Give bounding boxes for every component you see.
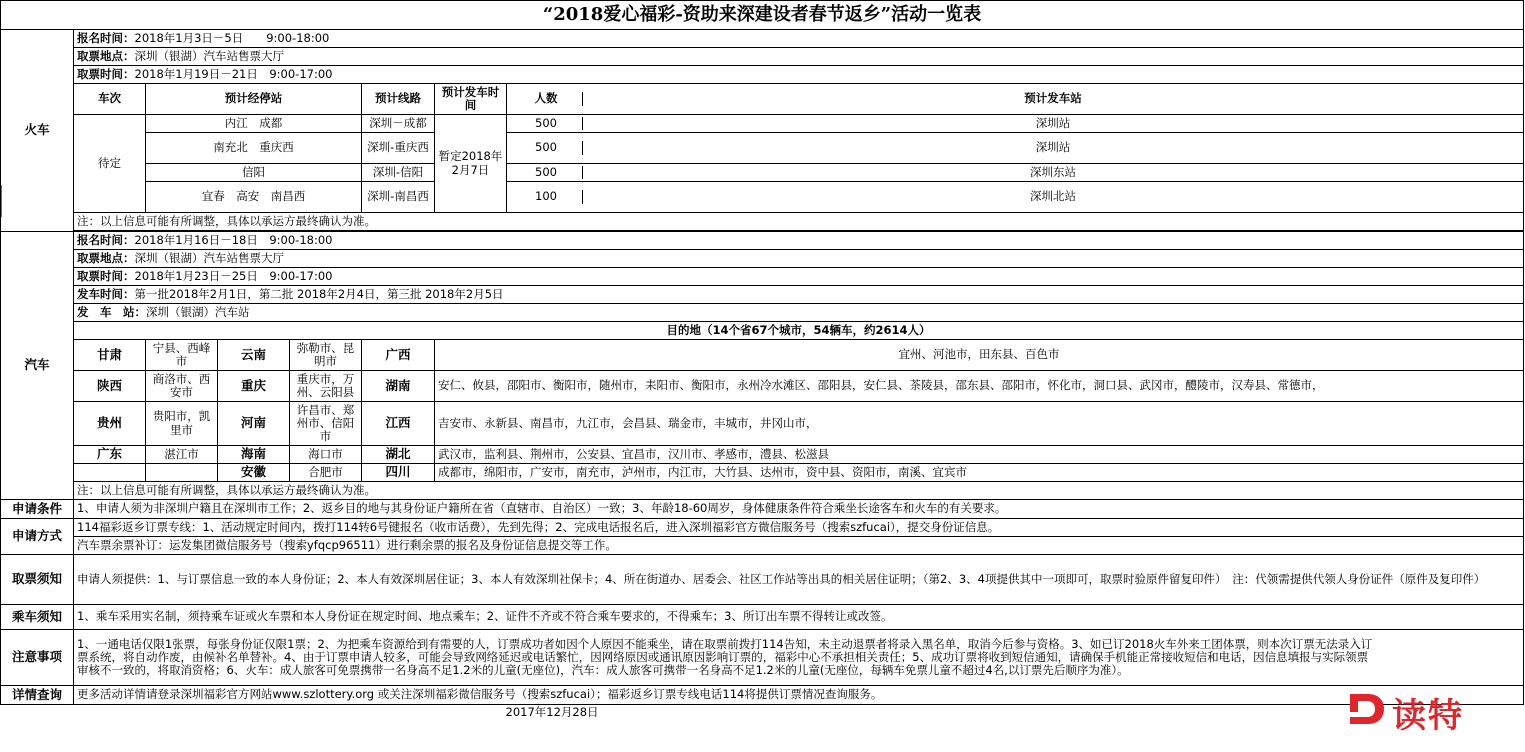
pickup-label: 取票须知 <box>1 555 74 605</box>
dest-row-4-c2: 海口市 <box>290 446 362 464</box>
dest-row-2-c3: 安仁、攸县，邵阳市、衡阳市，随州市，耒阳市、衡阳市，永州冷水滩区、邵阳县，安仁县、茶陵县，邵东县、邵阳市，怀化市，洞口县、武冈市，醴陵市，汉寿县、常德市， <box>435 371 1524 402</box>
dest-row-5-p2: 安徽 <box>218 464 290 482</box>
train-pickup-time-value: 2018年1月19日－21日 9:00-17:00 <box>134 66 333 81</box>
bus-reg-time <box>74 232 1524 250</box>
bus-pickup-time-label: 取票时间： <box>77 268 135 283</box>
bus-station-value: 深圳（银湖）汽车站 <box>146 304 250 319</box>
bus-pickup-time <box>74 268 1524 286</box>
train-row-3-count-station <box>507 164 1524 182</box>
train-row-3-count: 500 <box>535 164 557 179</box>
train-header-count-label: 人数 <box>534 91 558 106</box>
attention-label: 注意事项 <box>1 630 74 686</box>
train-row-3-station: 深圳东站 <box>582 166 1523 179</box>
dest-row-4-c3: 武汉市，监利县、荆州市，公安县、宜昌市，汉川市、孝感市，澧县、松滋县 <box>435 446 1524 464</box>
train-header-no: 车次 <box>74 84 146 115</box>
train-row-2-station: 深圳站 <box>582 141 1523 154</box>
train-header-depart-time: 预计发车时间 <box>435 84 507 115</box>
watermark-logo <box>1340 684 1490 736</box>
dest-row-1-c3: 宜州、河池市，田东县、百色市 <box>435 340 1524 371</box>
dest-row-1-p3: 广西 <box>362 340 435 371</box>
train-note: 注：以上信息可能有所调整，具体以承运方最终确认为准。 <box>74 213 1524 231</box>
dest-row-5-c1 <box>146 464 218 482</box>
details-label: 详情查询 <box>1 686 74 705</box>
train-reg-time <box>74 30 1524 48</box>
bus-station <box>74 304 1524 322</box>
train-row-2-count: 500 <box>535 140 557 155</box>
bus-pickup-place-value: 深圳（银湖）汽车站售票大厅 <box>134 250 284 265</box>
train-pickup-time-label: 取票时间： <box>77 66 135 81</box>
methods-line-2: 汽车票余票补订：运发集团微信服务号（搜索yfqcp96511）进行剩余票的报名及身份证信息提交等工作。 <box>74 537 1524 555</box>
dest-row-3-p3: 江西 <box>362 402 435 446</box>
boarding-label: 乘车须知 <box>1 605 74 630</box>
dest-row-3-p1: 贵州 <box>74 402 146 446</box>
train-row-3-stops: 信阳 <box>146 164 362 182</box>
train-header-stops: 预计经停站 <box>146 84 362 115</box>
train-row-2-count-station <box>507 133 1524 164</box>
dest-row-5-p3: 四川 <box>362 464 435 482</box>
train-row-4-count: 100 <box>535 189 557 204</box>
dest-row-3-p2: 河南 <box>218 402 290 446</box>
dest-row-4-p2: 海南 <box>218 446 290 464</box>
train-header-count <box>507 84 1524 115</box>
bus-depart-time <box>74 286 1524 304</box>
train-header-route: 预计线路 <box>362 84 435 115</box>
dest-row-5-p1 <box>74 464 146 482</box>
train-row-1-route: 深圳－成都 <box>362 115 435 133</box>
train-pickup-place-value: 深圳（银湖）汽车站售票大厅 <box>134 48 284 63</box>
train-pickup-time <box>74 66 1524 84</box>
dest-row-2-c1: 商洛市、西安市 <box>146 371 218 402</box>
bus-depart-time-value: 第一批2018年2月1日，第二批 2018年2月4日，第三批 2018年2月5日 <box>134 286 504 301</box>
conditions-label: 申请条件 <box>1 500 74 519</box>
train-pickup-place-label: 取票地点： <box>77 48 135 63</box>
train-row-4-count-station <box>507 182 1524 213</box>
dest-row-2-c2: 重庆市，万州、云阳县 <box>290 371 362 402</box>
bus-section-label: 汽车 <box>1 232 74 500</box>
train-row-1-count-station <box>507 115 1524 133</box>
train-row-1-count: 500 <box>535 115 557 130</box>
train-row-3-route: 深圳-信阳 <box>362 164 435 182</box>
bus-pickup-time-value: 2018年1月23日－25日 9:00-17:00 <box>134 268 333 283</box>
dest-row-3-c2: 许昌市、郑州市、信阳市 <box>290 402 362 446</box>
dest-row-5-c3: 成都市，绵阳市，广安市，南充市，泸州市，内江市，大竹县、达州市，资中县、资阳市，南溪、宜宾市 <box>435 464 1524 482</box>
train-pickup-place <box>74 48 1524 66</box>
conditions-text: 1、申请人须为非深圳户籍且在深圳市工作；2、返乡目的地与其身份证户籍所在省（直辖市、自治区）一致；3、年龄18-60周岁，身体健康条件符合乘坐长途客车和火车的有关要求。 <box>74 500 1524 519</box>
dest-row-1-c2: 弥勒市、昆明市 <box>290 340 362 371</box>
train-no-value: 待定 <box>74 115 146 213</box>
train-row-4-route: 深圳-南昌西 <box>362 182 435 213</box>
boarding-text: 1、乘车采用实名制，须持乘车证或火车票和本人身份证在规定时间、地点乘车；2、证件不齐或不符合乘车要求的，不得乘车；3、所订出车票不得转让或改签。 <box>74 605 1524 630</box>
bus-pickup-place <box>74 250 1524 268</box>
bus-depart-time-label: 发车时间： <box>77 286 135 301</box>
dest-row-5-c2: 合肥市 <box>290 464 362 482</box>
train-header-station: 预计发车站 <box>582 92 1523 105</box>
methods-line-1: 114福彩返乡订票专线：1、活动规定时间内，拨打114转6号键报名（收市话费），先到先得；2、完成电话报名后，进入深圳福彩官方微信服务号（搜索szfucai），提交身份证信息。 <box>74 519 1524 537</box>
watermark-text: 读特 <box>1392 696 1464 736</box>
dest-row-1-p2: 云南 <box>218 340 290 371</box>
bus-note: 注：以上信息可能有所调整，具体以承运方最终确认为准。 <box>74 482 1524 500</box>
pickup-text: 申请人须提供：1、与订票信息一致的本人身份证；2、本人有效深圳居住证；3、本人有效深圳社保卡；4、所在街道办、居委会、社区工作站等出具的相关居住证明；（第2、3、4项提供其中一项即可，取票时验原件留复印件） 注：代领需提供代领人身份证件（原件及复印件） <box>74 555 1524 605</box>
dest-row-4-p1: 广东 <box>74 446 146 464</box>
details-text: 更多活动详情请登录深圳福彩官方网站www.szlottery.org 或关注深圳福彩微信服务号（搜索szfucai）；福彩返乡订票专线电话114将提供订票情况查询服务。 <box>74 686 1524 705</box>
dest-row-2-p2: 重庆 <box>218 371 290 402</box>
bus-dest-header: 目的地（14个省67个城市，54辆车，约2614人） <box>74 322 1524 340</box>
train-row-1-station: 深圳站 <box>582 117 1523 130</box>
train-section-label: 火车 <box>1 30 74 232</box>
train-reg-label: 报名时间： <box>77 30 135 45</box>
train-reg-value: 2018年1月3日－5日 9:00-18:00 <box>134 30 330 45</box>
train-row-2-route: 深圳-重庆西 <box>362 133 435 164</box>
train-row-4-station: 深圳北站 <box>582 190 1523 203</box>
d-logo-icon <box>1346 690 1386 728</box>
train-row-2-stops: 南充北 重庆西 <box>146 133 362 164</box>
attention-text: 1、一通电话仅限1张票，每张身份证仅限1票；2、为把乘车资源给到有需要的人，订票成功者如因个人原因不能乘坐，请在取票前拨打114告知，未主动退票者将录入黑名单，取消今后参与资格。3、如已订2018火车外来工团体票，则本次订票无法录入订票系统，将自动作废，由候补名单替补。4、由于订票申请人较多，可能会导致网络延迟或电话繁忙，因网络原因或通讯原因影响订票的，福彩中心不承担相关责任；5、成功订票将收到短信通知，请确保手机能正常接收短信和电话，因信息填报与实际领票审核不一致的，将取消资格；6、火车：成人旅客可免票携带一名身高不足1.2米的儿童(无座位)，汽车：成人旅客可携带一名身高不足1.2米的儿童(无座位，每辆车免票儿童不超过4名,以订票先后顺序为准）。 <box>74 630 1524 686</box>
dest-row-4-c1: 湛江市 <box>146 446 218 464</box>
dest-row-3-c3: 吉安市、永新县、南昌市，九江市，会昌县、瑞金市，丰城市，井冈山市， <box>435 402 1524 446</box>
dest-row-4-p3: 湖北 <box>362 446 435 464</box>
train-depart-time-value: 暂定2018年2月7日 <box>435 115 507 213</box>
bus-pickup-place-label: 取票地点： <box>77 250 135 265</box>
bus-reg-label: 报名时间： <box>77 232 135 247</box>
train-row-4-stops: 宜春 高安 南昌西 <box>146 182 362 213</box>
dest-row-3-c1: 贵阳市，凯里市 <box>146 402 218 446</box>
train-row-1-stops: 内江 成都 <box>146 115 362 133</box>
dest-row-2-p3: 湖南 <box>362 371 435 402</box>
document-date: 2017年12月28日 <box>74 705 1524 721</box>
dest-row-2-p1: 陕西 <box>74 371 146 402</box>
bus-reg-value: 2018年1月16日－18日 9:00-18:00 <box>134 232 333 247</box>
dest-row-1-p1: 甘肃 <box>74 340 146 371</box>
bus-station-label: 发 车 站： <box>77 304 146 319</box>
page-title: “2018爱心福彩-资助来深建设者春节返乡”活动一览表 <box>1 1 1524 30</box>
methods-label: 申请方式 <box>1 519 74 555</box>
dest-row-1-c1: 宁县、西峰市 <box>146 340 218 371</box>
